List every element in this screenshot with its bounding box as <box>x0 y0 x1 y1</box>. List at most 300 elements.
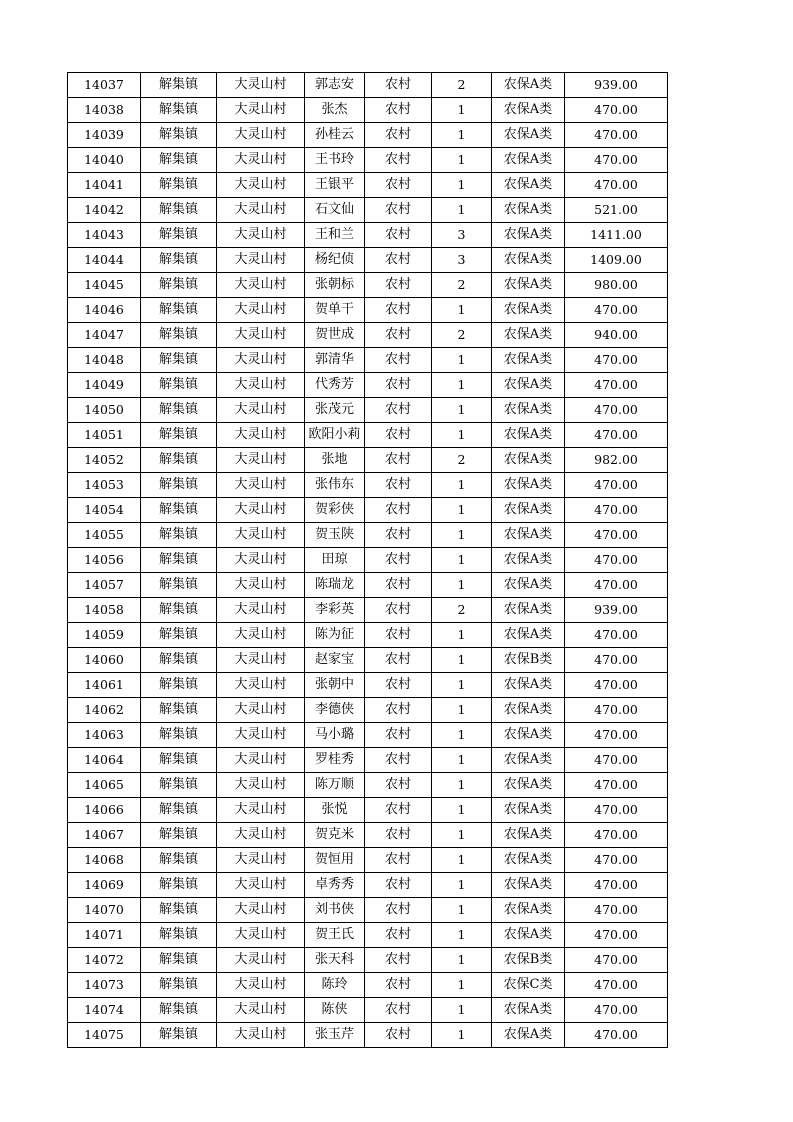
household-type-cell: 农村 <box>365 223 432 248</box>
amount-cell: 470.00 <box>565 98 668 123</box>
name-cell: 王书玲 <box>305 148 365 173</box>
record-id-cell: 14037 <box>68 73 141 98</box>
insurance-category-cell: 农保A类 <box>492 723 565 748</box>
town-cell: 解集镇 <box>141 798 217 823</box>
village-cell: 大灵山村 <box>217 748 305 773</box>
town-cell: 解集镇 <box>141 1023 217 1048</box>
person-count-cell: 1 <box>432 923 492 948</box>
name-cell: 贺恒用 <box>305 848 365 873</box>
table-row <box>68 648 668 673</box>
table-row <box>68 898 668 923</box>
town-cell: 解集镇 <box>141 348 217 373</box>
person-count-cell: 1 <box>432 798 492 823</box>
table-row <box>68 873 668 898</box>
household-type-cell: 农村 <box>365 973 432 998</box>
table-row <box>68 198 668 223</box>
amount-cell: 470.00 <box>565 348 668 373</box>
household-type-cell: 农村 <box>365 773 432 798</box>
village-cell: 大灵山村 <box>217 223 305 248</box>
insurance-category-cell: 农保A类 <box>492 698 565 723</box>
village-cell: 大灵山村 <box>217 298 305 323</box>
table-row <box>68 548 668 573</box>
insurance-category-cell: 农保A类 <box>492 223 565 248</box>
table-row <box>68 223 668 248</box>
record-id-cell: 14069 <box>68 873 141 898</box>
amount-cell: 470.00 <box>565 898 668 923</box>
table-row <box>68 973 668 998</box>
name-cell: 张悦 <box>305 798 365 823</box>
household-type-cell: 农村 <box>365 73 432 98</box>
insurance-category-cell: 农保A类 <box>492 598 565 623</box>
table-row <box>68 823 668 848</box>
record-id-cell: 14038 <box>68 98 141 123</box>
amount-cell: 470.00 <box>565 123 668 148</box>
amount-cell: 470.00 <box>565 148 668 173</box>
village-cell: 大灵山村 <box>217 723 305 748</box>
village-cell: 大灵山村 <box>217 998 305 1023</box>
amount-cell: 470.00 <box>565 623 668 648</box>
insurance-category-cell: 农保A类 <box>492 398 565 423</box>
record-id-cell: 14039 <box>68 123 141 148</box>
record-id-cell: 14057 <box>68 573 141 598</box>
insurance-category-cell: 农保A类 <box>492 473 565 498</box>
household-type-cell: 农村 <box>365 648 432 673</box>
household-type-cell: 农村 <box>365 898 432 923</box>
record-id-cell: 14071 <box>68 923 141 948</box>
person-count-cell: 1 <box>432 298 492 323</box>
town-cell: 解集镇 <box>141 823 217 848</box>
name-cell: 贺玉陕 <box>305 523 365 548</box>
name-cell: 杨纪侦 <box>305 248 365 273</box>
record-id-cell: 14061 <box>68 673 141 698</box>
record-id-cell: 14060 <box>68 648 141 673</box>
household-type-cell: 农村 <box>365 748 432 773</box>
household-type-cell: 农村 <box>365 798 432 823</box>
person-count-cell: 1 <box>432 548 492 573</box>
amount-cell: 470.00 <box>565 648 668 673</box>
insurance-category-cell: 农保C类 <box>492 973 565 998</box>
village-cell: 大灵山村 <box>217 248 305 273</box>
household-type-cell: 农村 <box>365 173 432 198</box>
table-body <box>68 73 668 1048</box>
household-type-cell: 农村 <box>365 673 432 698</box>
name-cell: 陈玲 <box>305 973 365 998</box>
name-cell: 马小璐 <box>305 723 365 748</box>
person-count-cell: 2 <box>432 448 492 473</box>
amount-cell: 470.00 <box>565 1023 668 1048</box>
name-cell: 郭志安 <box>305 73 365 98</box>
table-row <box>68 998 668 1023</box>
name-cell: 贺世成 <box>305 323 365 348</box>
household-type-cell: 农村 <box>365 398 432 423</box>
household-type-cell: 农村 <box>365 298 432 323</box>
town-cell: 解集镇 <box>141 198 217 223</box>
household-type-cell: 农村 <box>365 498 432 523</box>
name-cell: 李德侠 <box>305 698 365 723</box>
name-cell: 陈万顺 <box>305 773 365 798</box>
name-cell: 张地 <box>305 448 365 473</box>
record-id-cell: 14074 <box>68 998 141 1023</box>
record-id-cell: 14052 <box>68 448 141 473</box>
name-cell: 罗桂秀 <box>305 748 365 773</box>
name-cell: 陈侠 <box>305 998 365 1023</box>
town-cell: 解集镇 <box>141 373 217 398</box>
town-cell: 解集镇 <box>141 273 217 298</box>
table-row <box>68 123 668 148</box>
village-cell: 大灵山村 <box>217 823 305 848</box>
village-cell: 大灵山村 <box>217 448 305 473</box>
town-cell: 解集镇 <box>141 948 217 973</box>
insurance-category-cell: 农保B类 <box>492 948 565 973</box>
amount-cell: 470.00 <box>565 498 668 523</box>
record-id-cell: 14050 <box>68 398 141 423</box>
amount-cell: 940.00 <box>565 323 668 348</box>
name-cell: 李彩英 <box>305 598 365 623</box>
person-count-cell: 1 <box>432 773 492 798</box>
name-cell: 贺彩侠 <box>305 498 365 523</box>
insurance-category-cell: 农保A类 <box>492 523 565 548</box>
person-count-cell: 1 <box>432 473 492 498</box>
household-type-cell: 农村 <box>365 598 432 623</box>
record-id-cell: 14042 <box>68 198 141 223</box>
village-cell: 大灵山村 <box>217 498 305 523</box>
name-cell: 贺王氏 <box>305 923 365 948</box>
village-cell: 大灵山村 <box>217 273 305 298</box>
person-count-cell: 1 <box>432 348 492 373</box>
record-id-cell: 14056 <box>68 548 141 573</box>
insurance-category-cell: 农保A类 <box>492 1023 565 1048</box>
insurance-category-cell: 农保A类 <box>492 323 565 348</box>
record-id-cell: 14048 <box>68 348 141 373</box>
table-row <box>68 173 668 198</box>
amount-cell: 470.00 <box>565 573 668 598</box>
village-cell: 大灵山村 <box>217 348 305 373</box>
table-row <box>68 798 668 823</box>
person-count-cell: 1 <box>432 898 492 923</box>
person-count-cell: 1 <box>432 498 492 523</box>
village-cell: 大灵山村 <box>217 123 305 148</box>
person-count-cell: 1 <box>432 973 492 998</box>
person-count-cell: 3 <box>432 223 492 248</box>
table-row <box>68 623 668 648</box>
amount-cell: 470.00 <box>565 748 668 773</box>
insurance-category-cell: 农保A类 <box>492 248 565 273</box>
household-type-cell: 农村 <box>365 1023 432 1048</box>
town-cell: 解集镇 <box>141 873 217 898</box>
household-type-cell: 农村 <box>365 998 432 1023</box>
town-cell: 解集镇 <box>141 998 217 1023</box>
name-cell: 贺克米 <box>305 823 365 848</box>
town-cell: 解集镇 <box>141 673 217 698</box>
record-id-cell: 14040 <box>68 148 141 173</box>
town-cell: 解集镇 <box>141 548 217 573</box>
town-cell: 解集镇 <box>141 223 217 248</box>
household-type-cell: 农村 <box>365 873 432 898</box>
amount-cell: 470.00 <box>565 848 668 873</box>
table-row <box>68 498 668 523</box>
table-row <box>68 523 668 548</box>
town-cell: 解集镇 <box>141 248 217 273</box>
household-type-cell: 农村 <box>365 473 432 498</box>
table-row <box>68 98 668 123</box>
amount-cell: 1411.00 <box>565 223 668 248</box>
insurance-category-cell: 农保A类 <box>492 73 565 98</box>
village-cell: 大灵山村 <box>217 848 305 873</box>
insurance-category-cell: 农保A类 <box>492 923 565 948</box>
household-type-cell: 农村 <box>365 523 432 548</box>
table-row <box>68 373 668 398</box>
insurance-category-cell: 农保A类 <box>492 173 565 198</box>
person-count-cell: 1 <box>432 948 492 973</box>
village-cell: 大灵山村 <box>217 898 305 923</box>
record-id-cell: 14058 <box>68 598 141 623</box>
person-count-cell: 2 <box>432 273 492 298</box>
amount-cell: 470.00 <box>565 873 668 898</box>
insurance-category-cell: 农保A类 <box>492 573 565 598</box>
town-cell: 解集镇 <box>141 498 217 523</box>
town-cell: 解集镇 <box>141 698 217 723</box>
insurance-category-cell: 农保A类 <box>492 898 565 923</box>
person-count-cell: 1 <box>432 373 492 398</box>
household-type-cell: 农村 <box>365 198 432 223</box>
table-row <box>68 1023 668 1048</box>
person-count-cell: 1 <box>432 1023 492 1048</box>
insurance-category-cell: 农保A类 <box>492 373 565 398</box>
household-type-cell: 农村 <box>365 623 432 648</box>
town-cell: 解集镇 <box>141 598 217 623</box>
table-row <box>68 573 668 598</box>
household-type-cell: 农村 <box>365 948 432 973</box>
record-id-cell: 14070 <box>68 898 141 923</box>
town-cell: 解集镇 <box>141 623 217 648</box>
name-cell: 陈为征 <box>305 623 365 648</box>
person-count-cell: 1 <box>432 648 492 673</box>
person-count-cell: 3 <box>432 248 492 273</box>
household-type-cell: 农村 <box>365 348 432 373</box>
village-cell: 大灵山村 <box>217 73 305 98</box>
insurance-category-cell: 农保A类 <box>492 748 565 773</box>
insurance-category-cell: 农保A类 <box>492 98 565 123</box>
insurance-category-cell: 农保A类 <box>492 998 565 1023</box>
table-row <box>68 148 668 173</box>
record-id-cell: 14047 <box>68 323 141 348</box>
town-cell: 解集镇 <box>141 923 217 948</box>
village-cell: 大灵山村 <box>217 373 305 398</box>
amount-cell: 470.00 <box>565 923 668 948</box>
table-row <box>68 598 668 623</box>
insurance-category-cell: 农保A类 <box>492 623 565 648</box>
name-cell: 张玉芹 <box>305 1023 365 1048</box>
name-cell: 代秀芳 <box>305 373 365 398</box>
record-id-cell: 14051 <box>68 423 141 448</box>
person-count-cell: 2 <box>432 323 492 348</box>
table-row <box>68 723 668 748</box>
name-cell: 郭清华 <box>305 348 365 373</box>
insurance-category-cell: 农保A类 <box>492 848 565 873</box>
record-id-cell: 14049 <box>68 373 141 398</box>
record-id-cell: 14044 <box>68 248 141 273</box>
insurance-category-cell: 农保A类 <box>492 548 565 573</box>
table-row <box>68 298 668 323</box>
amount-cell: 470.00 <box>565 998 668 1023</box>
record-id-cell: 14063 <box>68 723 141 748</box>
village-cell: 大灵山村 <box>217 473 305 498</box>
name-cell: 张天科 <box>305 948 365 973</box>
insurance-category-cell: 农保A类 <box>492 498 565 523</box>
insurance-category-cell: 农保A类 <box>492 423 565 448</box>
household-type-cell: 农村 <box>365 273 432 298</box>
amount-cell: 470.00 <box>565 423 668 448</box>
town-cell: 解集镇 <box>141 573 217 598</box>
amount-cell: 470.00 <box>565 398 668 423</box>
town-cell: 解集镇 <box>141 648 217 673</box>
village-cell: 大灵山村 <box>217 698 305 723</box>
name-cell: 刘书侠 <box>305 898 365 923</box>
person-count-cell: 1 <box>432 573 492 598</box>
town-cell: 解集镇 <box>141 748 217 773</box>
record-id-cell: 14067 <box>68 823 141 848</box>
town-cell: 解集镇 <box>141 973 217 998</box>
village-cell: 大灵山村 <box>217 948 305 973</box>
record-id-cell: 14041 <box>68 173 141 198</box>
insurance-category-cell: 农保A类 <box>492 298 565 323</box>
insurance-category-cell: 农保A类 <box>492 148 565 173</box>
village-cell: 大灵山村 <box>217 523 305 548</box>
person-count-cell: 1 <box>432 198 492 223</box>
record-id-cell: 14046 <box>68 298 141 323</box>
person-count-cell: 1 <box>432 823 492 848</box>
town-cell: 解集镇 <box>141 448 217 473</box>
amount-cell: 470.00 <box>565 523 668 548</box>
name-cell: 赵家宝 <box>305 648 365 673</box>
person-count-cell: 1 <box>432 423 492 448</box>
record-id-cell: 14075 <box>68 1023 141 1048</box>
village-cell: 大灵山村 <box>217 598 305 623</box>
amount-cell: 521.00 <box>565 198 668 223</box>
amount-cell: 470.00 <box>565 723 668 748</box>
person-count-cell: 1 <box>432 848 492 873</box>
town-cell: 解集镇 <box>141 298 217 323</box>
name-cell: 王银平 <box>305 173 365 198</box>
town-cell: 解集镇 <box>141 423 217 448</box>
table-row <box>68 73 668 98</box>
household-type-cell: 农村 <box>365 823 432 848</box>
amount-cell: 470.00 <box>565 823 668 848</box>
name-cell: 张茂元 <box>305 398 365 423</box>
household-type-cell: 农村 <box>365 423 432 448</box>
amount-cell: 980.00 <box>565 273 668 298</box>
amount-cell: 470.00 <box>565 473 668 498</box>
name-cell: 孙桂云 <box>305 123 365 148</box>
town-cell: 解集镇 <box>141 898 217 923</box>
person-count-cell: 1 <box>432 148 492 173</box>
household-type-cell: 农村 <box>365 923 432 948</box>
person-count-cell: 1 <box>432 673 492 698</box>
village-cell: 大灵山村 <box>217 148 305 173</box>
table-row <box>68 473 668 498</box>
insurance-category-cell: 农保A类 <box>492 448 565 473</box>
data-table <box>67 72 668 1048</box>
amount-cell: 470.00 <box>565 698 668 723</box>
village-cell: 大灵山村 <box>217 198 305 223</box>
table-row <box>68 923 668 948</box>
village-cell: 大灵山村 <box>217 173 305 198</box>
person-count-cell: 1 <box>432 723 492 748</box>
village-cell: 大灵山村 <box>217 573 305 598</box>
person-count-cell: 2 <box>432 598 492 623</box>
amount-cell: 470.00 <box>565 673 668 698</box>
town-cell: 解集镇 <box>141 173 217 198</box>
insurance-category-cell: 农保A类 <box>492 873 565 898</box>
insurance-category-cell: 农保A类 <box>492 123 565 148</box>
household-type-cell: 农村 <box>365 98 432 123</box>
table-row <box>68 673 668 698</box>
person-count-cell: 1 <box>432 748 492 773</box>
village-cell: 大灵山村 <box>217 873 305 898</box>
household-type-cell: 农村 <box>365 323 432 348</box>
household-type-cell: 农村 <box>365 723 432 748</box>
household-type-cell: 农村 <box>365 573 432 598</box>
town-cell: 解集镇 <box>141 848 217 873</box>
town-cell: 解集镇 <box>141 398 217 423</box>
insurance-category-cell: 农保B类 <box>492 648 565 673</box>
record-id-cell: 14045 <box>68 273 141 298</box>
table-row <box>68 273 668 298</box>
name-cell: 欧阳小莉 <box>305 423 365 448</box>
amount-cell: 470.00 <box>565 298 668 323</box>
household-type-cell: 农村 <box>365 148 432 173</box>
household-type-cell: 农村 <box>365 848 432 873</box>
village-cell: 大灵山村 <box>217 98 305 123</box>
insurance-category-cell: 农保A类 <box>492 673 565 698</box>
table-row <box>68 423 668 448</box>
amount-cell: 982.00 <box>565 448 668 473</box>
name-cell: 张朝标 <box>305 273 365 298</box>
village-cell: 大灵山村 <box>217 423 305 448</box>
record-id-cell: 14065 <box>68 773 141 798</box>
person-count-cell: 1 <box>432 873 492 898</box>
name-cell: 石文仙 <box>305 198 365 223</box>
name-cell: 张朝中 <box>305 673 365 698</box>
insurance-category-cell: 农保A类 <box>492 348 565 373</box>
insurance-category-cell: 农保A类 <box>492 773 565 798</box>
town-cell: 解集镇 <box>141 323 217 348</box>
amount-cell: 939.00 <box>565 598 668 623</box>
person-count-cell: 1 <box>432 698 492 723</box>
town-cell: 解集镇 <box>141 73 217 98</box>
household-type-cell: 农村 <box>365 248 432 273</box>
household-type-cell: 农村 <box>365 448 432 473</box>
person-count-cell: 1 <box>432 98 492 123</box>
table-row <box>68 773 668 798</box>
record-id-cell: 14073 <box>68 973 141 998</box>
person-count-cell: 1 <box>432 123 492 148</box>
name-cell: 王和兰 <box>305 223 365 248</box>
town-cell: 解集镇 <box>141 123 217 148</box>
village-cell: 大灵山村 <box>217 623 305 648</box>
table-row <box>68 348 668 373</box>
amount-cell: 470.00 <box>565 373 668 398</box>
insurance-category-cell: 农保A类 <box>492 798 565 823</box>
record-id-cell: 14068 <box>68 848 141 873</box>
insurance-category-cell: 农保A类 <box>492 198 565 223</box>
person-count-cell: 1 <box>432 523 492 548</box>
record-id-cell: 14043 <box>68 223 141 248</box>
record-id-cell: 14055 <box>68 523 141 548</box>
table-row <box>68 398 668 423</box>
table-row <box>68 848 668 873</box>
record-id-cell: 14062 <box>68 698 141 723</box>
